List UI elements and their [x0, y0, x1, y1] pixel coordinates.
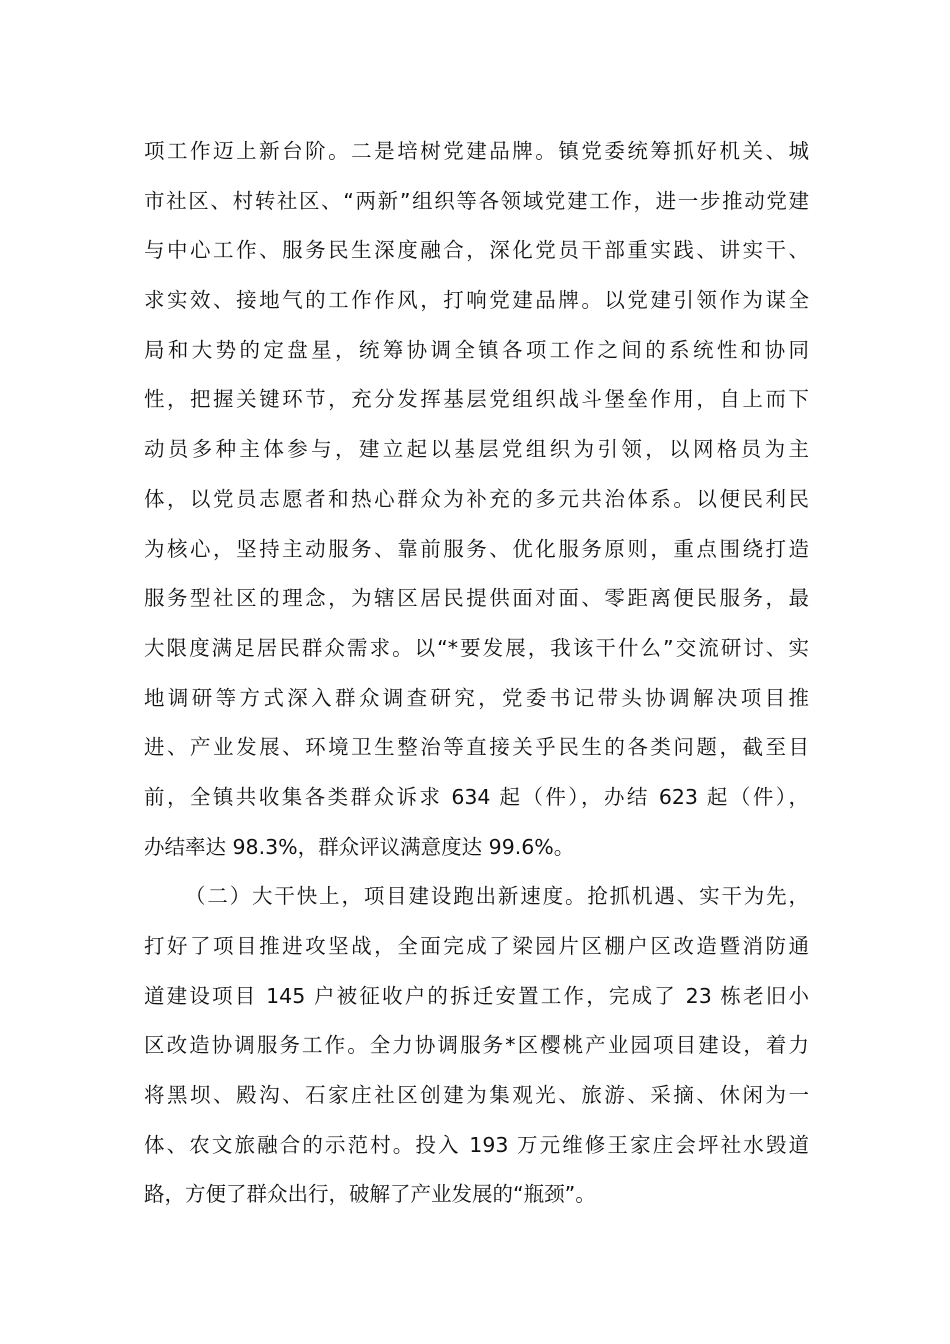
- text-line: 体、农文旅融合的示范村。投入 193 万元维修王家庄会坪社水毁道: [144, 1132, 809, 1157]
- text-line: 体，以党员志愿者和热心群众为补充的多元共治体系。以便民利民: [144, 486, 809, 511]
- text-line: 前，全镇共收集各类群众诉求 634 起（件），办结 623 起（件），: [144, 784, 809, 809]
- text-line: 动员多种主体参与，建立起以基层党组织为引领，以网格员为主: [144, 437, 809, 462]
- text-line: 大限度满足居民群众需求。以“*要发展，我该干什么”交流研讨、实: [144, 635, 809, 660]
- text-line: 与中心工作、服务民生深度融合，深化党员干部重实践、讲实干、: [144, 238, 809, 263]
- text-line: 将黑坝、殿沟、石家庄社区创建为集观光、旅游、采摘、休闲为一: [144, 1083, 809, 1108]
- text-line: 服务型社区的理念，为辖区居民提供面对面、零距离便民服务，最: [144, 586, 809, 611]
- text-line: 进、产业发展、环境卫生整治等直接关乎民生的各类问题，截至目: [144, 735, 809, 760]
- section-heading-line: （二）大干快上，项目建设跑出新速度。抢抓机遇、实干为先，: [185, 884, 809, 909]
- text-line: 路，方便了群众出行，破解了产业发展的“瓶颈”。: [144, 1182, 596, 1207]
- text-line: 项工作迈上新台阶。二是培树党建品牌。镇党委统筹抓好机关、城: [144, 139, 809, 163]
- text-line: 局和大势的定盘星，统筹协调全镇各项工作之间的系统性和协同: [144, 337, 809, 362]
- text-line: 求实效、接地气的工作作风，打响党建品牌。以党建引领作为谋全: [144, 288, 809, 313]
- text-line: 区改造协调服务工作。全力协调服务*区樱桃产业园项目建设，着力: [144, 1033, 809, 1058]
- text-line: 市社区、村转社区、“两新”组织等各领域党建工作，进一步推动党建: [144, 188, 809, 213]
- body-text: [144, 127, 809, 1220]
- text-line: 为核心，坚持主动服务、靠前服务、优化服务原则，重点围绕打造: [144, 536, 809, 561]
- text-line: 打好了项目推进攻坚战，全面完成了梁园片区棚户区改造暨消防通: [144, 934, 809, 958]
- text-line: 地调研等方式深入群众调查研究，党委书记带头协调解决项目推: [144, 685, 809, 710]
- text-line: 性，把握关键环节，充分发挥基层党组织战斗堡垒作用，自上而下: [144, 387, 809, 412]
- text-line: 道建设项目 145 户被征收户的拆迁安置工作，完成了 23 栋老旧小: [144, 983, 809, 1008]
- text-line: 办结率达 98.3%，群众评议满意度达 99.6%。: [144, 834, 575, 859]
